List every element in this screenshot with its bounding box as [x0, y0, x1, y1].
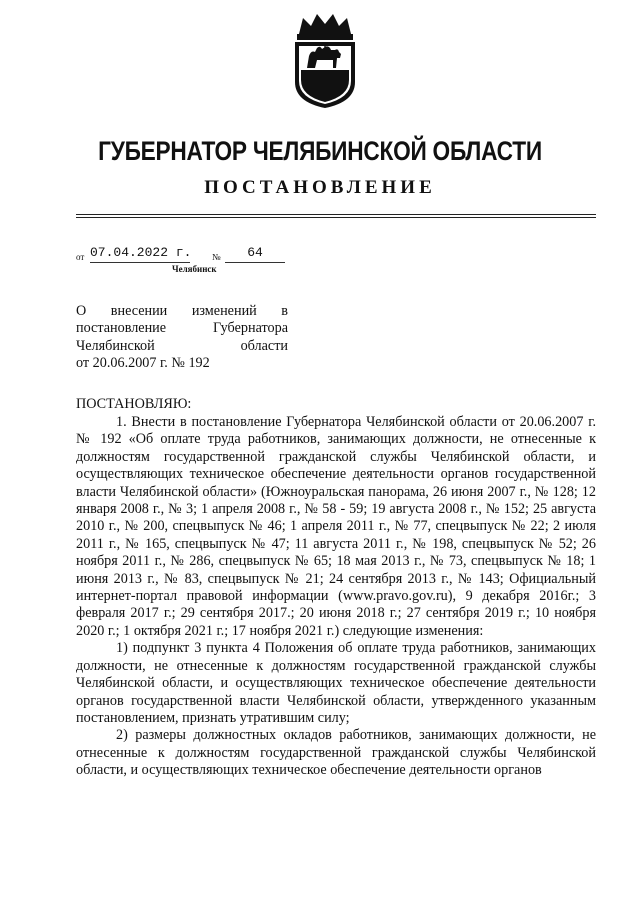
subitem-2: 2) размеры должностных окладов работников, занимающих должности, не отнесенные к должностям государственной гражданской службы Челябинской области, и осуществляющих техническое обеспечение деятельности органов [76, 727, 596, 779]
date-label: от [76, 252, 85, 262]
document-date: 07.04.2022 г. [90, 244, 190, 263]
governor-title: ГУБЕРНАТОР ЧЕЛЯБИНСКОЙ ОБЛАСТИ [98, 136, 542, 166]
number-label: № [212, 252, 221, 262]
subject-line: от 20.06.2007 г. № 192 [76, 355, 210, 372]
document-type: ПОСТАНОВЛЕНИЕ [204, 177, 436, 198]
header-divider [76, 214, 596, 215]
header-divider [76, 217, 596, 218]
subject-line: Челябинской области [76, 337, 288, 354]
paragraph-1: 1. Внести в постановление Губернатора Челябинской области от 20.06.2007 г. № 192 «Об оплате труда работников, занимающих должности, не отнесенные к должностям государственной гражданской службы Челябинской области, и осуществляющих техническое обеспечение деятельности органов государственной власти Челябинской области» (Южноуральская панорама, 26 июня 2007 г., № 128; 12 января 2008 г., № 3; 1 апреля 2008 г., № 58 - 59; 19 августа 2008 г., № 152; 25 августа 2010 г., № 200, спецвыпуск № 46; 1 апреля 2011 г., № 77, спецвыпуск № 22; 2 июля 2011 г., № 165, спецвыпуск № 47; 11 августа 2011 г., № 198, спецвыпуск № 52; 26 ноября 2011 г., № 286, спецвыпуск № 65; 18 мая 2013 г., № 73, спецвыпуск № 18; 1 июня 2013 г., № 83, спецвыпуск № 21; 24 сентября 2013 г., № 143; Официальный интернет-портал правовой информации (www.pravo.gov.ru), 9 декабря 2016г.; 3 февраля 2017 г.; 29 сентября 2017.; 20 июня 2018 г.; 27 сентября 2019 г.; 10 ноября 2020 г.; 1 октября 2021 г.; 17 ноября 2021 г.) следующие изменения: [76, 414, 596, 639]
ruling-heading: ПОСТАНОВЛЯЮ: [76, 396, 192, 412]
document-number: 64 [225, 244, 285, 263]
document-body [76, 414, 596, 780]
document-subject [76, 303, 288, 373]
subject-line: О внесении изменений в [76, 303, 288, 319]
chelyabinsk-coat-of-arms-icon [285, 12, 365, 110]
subitem-1: 1) подпункт 3 пункта 4 Положения об оплате труда работников, занимающих должности, не отнесенные к должностям государственной гражданской службы Челябинской области, и осуществляющих техническое обеспечение деятельности органов государственной власти Челябинской области, утвержденного указанным постановлением, признать утратившим силу; [76, 640, 596, 726]
issue-city: Челябинск [172, 264, 217, 274]
subject-line: постановление Губернатора [76, 320, 288, 337]
